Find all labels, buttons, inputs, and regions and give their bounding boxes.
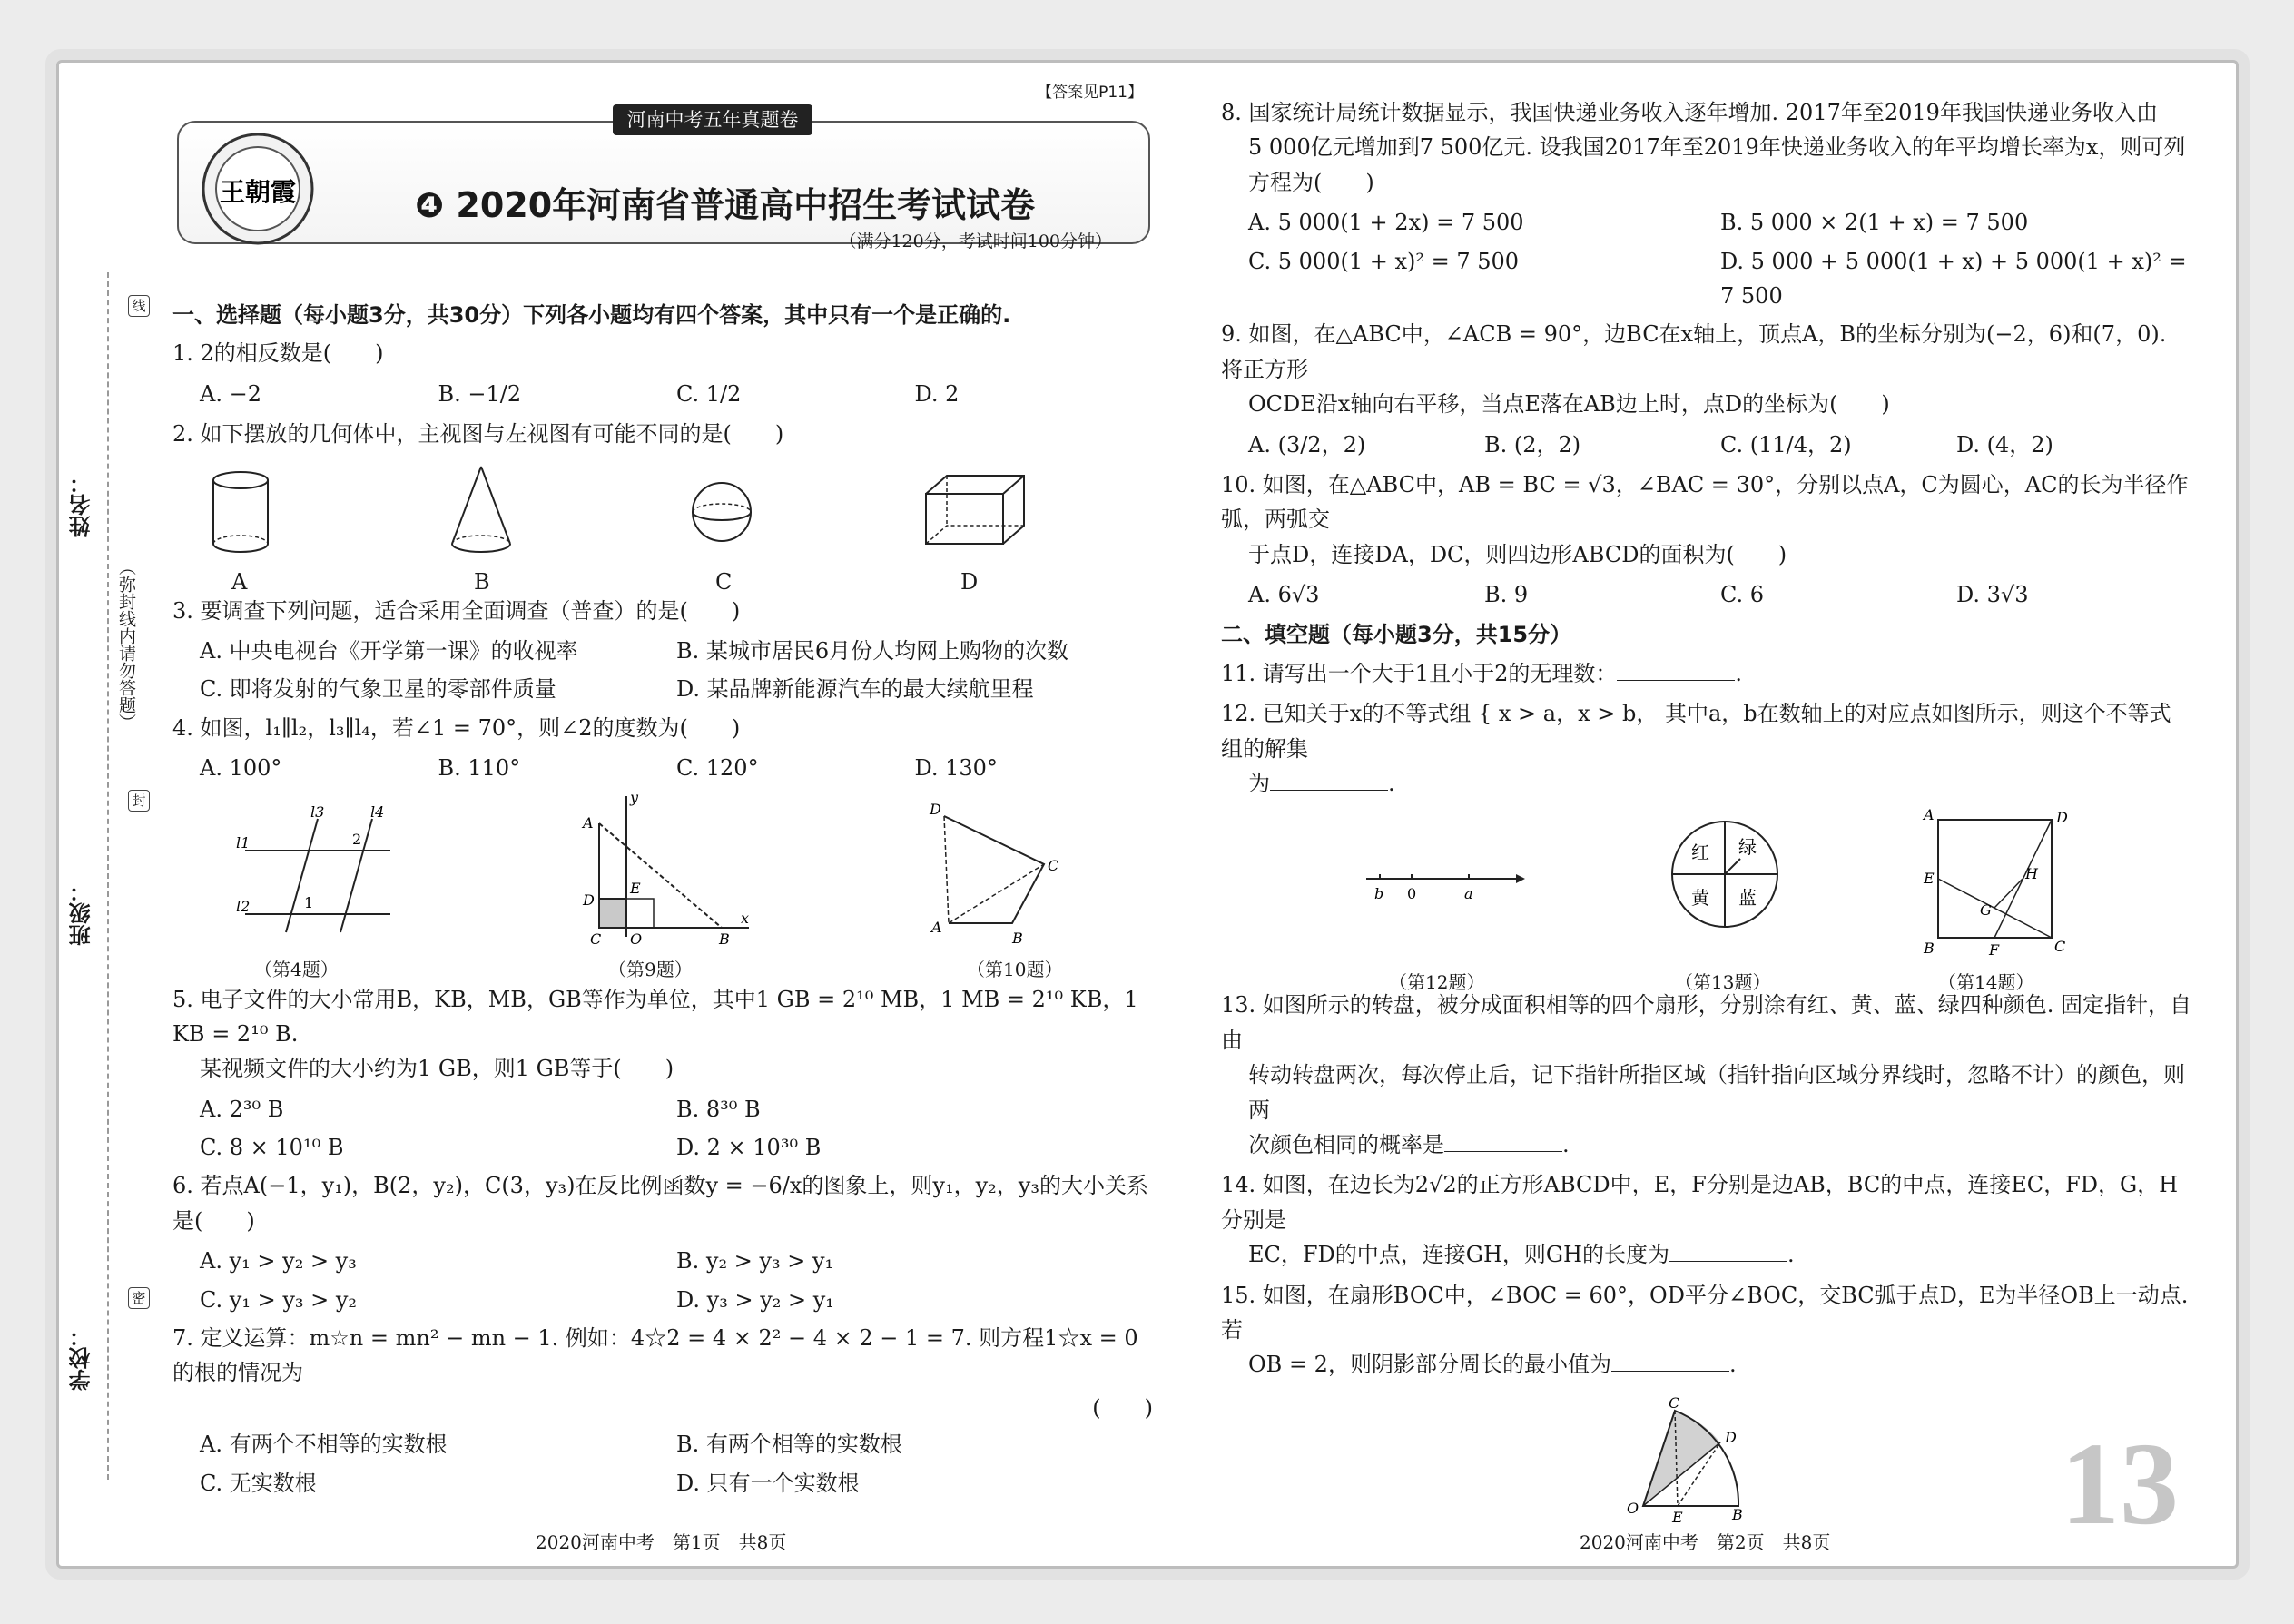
figures-row-right: [1221, 806, 2192, 994]
question-5-cont: 某视频文件的大小约为1 GB，则1 GB等于( ): [200, 1056, 674, 1082]
svg-text:x: x: [741, 909, 750, 927]
right-column: [1221, 95, 2192, 1534]
svg-text:l3: l3: [310, 802, 325, 821]
q5-option-d[interactable]: D. 2 × 10³⁰ B: [676, 1135, 822, 1161]
q9-option-d[interactable]: D. (4，2): [1956, 431, 2053, 458]
question-4-options: [200, 751, 1153, 785]
q15-answer-blank[interactable]: [1611, 1353, 1729, 1372]
question-1-options: [200, 377, 1153, 411]
figure-q10-arcs: [926, 796, 1080, 950]
spinner-green: 绿: [1738, 836, 1757, 859]
question-3: 3. 要调查下列问题，适合采用全面调查（普查）的是( ): [172, 597, 741, 624]
question-4: 4. 如图，l₁∥l₂，l₃∥l₄，若∠1 = 70°，则∠2的度数为( ): [172, 714, 741, 741]
question-15-cont: OB = 2，则阴影部分周长的最小值为 .: [1248, 1352, 1737, 1378]
svg-text:D: D: [2056, 809, 2068, 827]
q6-option-b[interactable]: B. y₂ > y₃ > y₁: [676, 1248, 834, 1275]
svg-text:l1: l1: [236, 833, 251, 851]
question-13-cont-text: 次颜色相同的概率是: [1248, 1131, 1444, 1157]
spinner-red: 红: [1691, 842, 1709, 864]
solid-label-b: B: [474, 568, 490, 595]
question-9-cont: OCDE沿x轴向右平移，当点E落在AB边上时，点D的坐标为( ): [1248, 391, 1890, 418]
caption-fig-9: （第9题）: [608, 958, 693, 980]
q8-option-a[interactable]: A. 5 000(1 + 2x) = 7 500: [1248, 210, 1524, 236]
section-1-heading: 一、选择题（每小题3分，共30分）下列各小题均有四个答案，其中只有一个是正确的.: [172, 302, 1011, 328]
header-box: [177, 121, 1150, 251]
book-page-number: 13: [2061, 1419, 2179, 1550]
question-8-cont-2: 方程为( ): [1248, 169, 1374, 195]
q9-option-c[interactable]: C. (11/4，2): [1720, 431, 1852, 458]
svg-text:C: C: [590, 930, 602, 948]
q3-option-a[interactable]: A. 中央电视台《开学第一课》的收视率: [200, 637, 578, 664]
q10-option-d[interactable]: D. 3√3: [1956, 582, 2029, 608]
svg-text:b: b: [1374, 885, 1384, 903]
cylinder-figure: [204, 467, 277, 557]
question-14: 14. 如图，在边长为2√2的正方形ABCD中，E，F分别是边AB，BC的中点，连接EC，FD，G，H分别是: [1221, 1172, 2179, 1233]
figure-q13-spinner: [1666, 815, 1784, 933]
figure-q12-number-line: [1362, 861, 1525, 906]
seal-tag-xian: 线: [128, 295, 150, 317]
exam-subtitle: （满分120分，考试时间100分钟）: [839, 231, 1112, 251]
q1-option-a[interactable]: A. −2: [200, 380, 261, 407]
q3-option-b[interactable]: B. 某城市居民6月份人均网上购物的次数: [676, 637, 1069, 664]
svg-text:A: A: [1924, 806, 1935, 824]
q5-option-b[interactable]: B. 8³⁰ B: [676, 1096, 761, 1122]
question-13-cont-2: 次颜色相同的概率是 .: [1248, 1131, 1570, 1157]
question-13-cont-1: 转动转盘两次，每次停止后，记下指针所指区域（指针指向区域分界线时，忽略不计）的颜色，则两: [1248, 1062, 2185, 1123]
question-14-cont: EC，FD的中点，连接GH，则GH的长度为 .: [1248, 1242, 1795, 1268]
question-6-options: [200, 1244, 1153, 1317]
svg-text:G: G: [1980, 901, 1992, 920]
svg-text:O: O: [630, 930, 643, 948]
q7-option-b[interactable]: B. 有两个相等的实数根: [676, 1432, 902, 1458]
question-8: 8. 国家统计局统计数据显示，我国快递业务收入逐年增加. 2017年至2019年我国快递业务收入由: [1221, 100, 2158, 125]
seal-line: [107, 272, 109, 1480]
seal-tag-feng: 封: [128, 790, 150, 812]
svg-text:B: B: [1924, 940, 1935, 958]
publisher-logo: [199, 130, 317, 248]
svg-text:E: E: [1672, 1508, 1683, 1526]
question-10: 10. 如图，在△ABC中，AB = BC = √3，∠BAC = 30°，分别以点A，C为圆心，AC的长为半径作弧，两弧交: [1221, 471, 2189, 533]
question-7-answer-paren: ( ): [1092, 1394, 1153, 1421]
q10-option-c[interactable]: C. 6: [1720, 582, 1765, 608]
class-label: 班级：: [69, 881, 94, 946]
q6-option-a[interactable]: A. y₁ > y₂ > y₃: [200, 1248, 357, 1275]
question-13: 13. 如图所示的转盘，被分成面积相等的四个扇形，分别涂有红、黄、蓝、绿四种颜色. 固定指针，自由: [1221, 992, 2192, 1053]
q10-option-b[interactable]: B. 9: [1484, 582, 1529, 608]
svg-text:C: C: [2054, 938, 2066, 956]
exam-title: ❹ 2020年河南省普通高中招生考试试卷: [415, 185, 1036, 225]
svg-text:A: A: [931, 918, 942, 936]
svg-text:2: 2: [352, 830, 362, 848]
q3-option-c[interactable]: C. 即将发射的气象卫星的零部件质量: [200, 676, 556, 703]
figures-row-left: [172, 788, 1153, 982]
figure-q14-square: [1920, 806, 2068, 960]
question-7-options: [200, 1427, 1153, 1501]
question-14-cont-text: EC，FD的中点，连接GH，则GH的长度为: [1248, 1242, 1669, 1268]
q1-option-d[interactable]: D. 2: [914, 380, 960, 407]
section-2-heading: 二、填空题（每小题3分，共15分）: [1221, 622, 1572, 648]
q5-option-a[interactable]: A. 2³⁰ B: [200, 1096, 284, 1122]
left-column: [172, 292, 1153, 1504]
seal-notice: （弥封线内请勿答题）: [116, 558, 136, 731]
question-7: 7. 定义运算：m☆n = mn² − mn − 1. 例如：4☆2 = 4 × 2² − 4 × 2 − 1 = 7. 则方程1☆x = 0的根的情况为: [172, 1325, 1138, 1386]
logo-text: 王朝霞: [219, 177, 297, 207]
footer-page-1: 2020河南中考 第1页 共8页: [536, 1531, 787, 1553]
svg-text:E: E: [630, 879, 641, 897]
seal-tag-mi: 密: [128, 1287, 150, 1309]
question-6: 6. 若点A(−1，y₁)，B(2，y₂)，C(3，y₃)在反比例函数y = −6/x的图象上，则y₁，y₂，y₃的大小关系是( ): [172, 1173, 1148, 1234]
question-2: 2. 如下摆放的几何体中，主视图与左视图有可能不同的是( ): [172, 421, 784, 448]
svg-text:D: D: [930, 800, 941, 818]
question-12-cont-text: 为: [1248, 771, 1270, 797]
q7-option-c[interactable]: C. 无实数根: [200, 1470, 317, 1496]
svg-text:C: C: [1669, 1393, 1680, 1412]
figure-q4-parallel-lines: [236, 801, 399, 937]
caption-fig-10: （第10题）: [967, 958, 1063, 980]
q13-answer-blank[interactable]: [1444, 1133, 1562, 1152]
question-11: 11. 请写出一个大于1且小于2的无理数： .: [1221, 660, 1742, 686]
spinner-blue: 蓝: [1738, 887, 1757, 910]
svg-text:O: O: [1627, 1499, 1639, 1517]
q8-option-d[interactable]: D. 5 000 + 5 000(1 + x) + 5 000(1 + x)² = 7 500: [1720, 248, 2187, 309]
answer-reference: 【答案见P11】: [1037, 84, 1143, 102]
q9-option-a[interactable]: A. (3/2，2): [1248, 431, 1366, 458]
question-9-options: [1248, 428, 2192, 462]
question-8-options: [1248, 205, 2192, 313]
svg-text:D: D: [1725, 1428, 1737, 1446]
svg-text:B: B: [1012, 929, 1023, 947]
q7-option-d[interactable]: D. 只有一个实数根: [676, 1470, 860, 1496]
school-field[interactable]: [65, 1325, 120, 1391]
q6-option-d[interactable]: D. y₃ > y₂ > y₁: [676, 1286, 834, 1313]
school-label: 学校：: [69, 1325, 94, 1391]
q1-option-c[interactable]: C. 1/2: [676, 380, 742, 407]
question-15: 15. 如图，在扇形BOC中，∠BOC = 60°，OD平分∠BOC，交BC弧于点D，E为半径OB上一动点. 若: [1221, 1282, 2189, 1343]
q14-answer-blank[interactable]: [1669, 1243, 1787, 1262]
q10-option-a[interactable]: A. 6√3: [1248, 582, 1320, 608]
cone-figure: [445, 462, 517, 557]
figure-q15-sector: [1625, 1393, 1743, 1526]
q7-option-a[interactable]: A. 有两个不相等的实数根: [200, 1432, 448, 1458]
svg-text:C: C: [1048, 856, 1059, 874]
q3-option-d[interactable]: D. 某品牌新能源汽车的最大续航里程: [676, 676, 1034, 703]
q4-option-d[interactable]: D. 130°: [914, 755, 998, 782]
q5-option-c[interactable]: C. 8 × 10¹⁰ B: [200, 1135, 344, 1161]
q1-option-b[interactable]: B. −1/2: [438, 380, 522, 407]
question-1: 1. 2的相反数是( ): [172, 340, 384, 367]
svg-text:0: 0: [1407, 885, 1417, 903]
caption-fig-12: （第12题）: [1389, 971, 1485, 994]
cuboid-figure: [921, 471, 1030, 553]
name-field[interactable]: [65, 472, 120, 537]
question-3-options: [200, 634, 1153, 707]
exam-header: [177, 84, 1148, 251]
svg-text:l2: l2: [236, 897, 251, 915]
q6-option-c[interactable]: C. y₁ > y₃ > y₂: [200, 1286, 358, 1313]
svg-text:B: B: [719, 930, 730, 948]
q4-option-c[interactable]: C. 120°: [676, 755, 759, 782]
svg-text:B: B: [1732, 1505, 1743, 1523]
question-15-cont-text: OB = 2，则阴影部分周长的最小值为: [1248, 1352, 1611, 1378]
q8-option-b[interactable]: B. 5 000 × 2(1 + x) = 7 500: [1720, 210, 2029, 236]
svg-text:1: 1: [304, 893, 314, 911]
caption-fig-4: （第4题）: [254, 958, 339, 980]
question-10-cont: 于点D，连接DA，DC，则四边形ABCD的面积为( ): [1248, 541, 1787, 567]
footer-page-2: 2020河南中考 第2页 共8页: [1580, 1531, 1831, 1553]
question-9: 9. 如图，在△ABC中，∠ACB = 90°，边BC在x轴上，顶点A，B的坐标分别为(−2，6)和(7，0). 将正方形: [1221, 321, 2167, 382]
svg-text:H: H: [2025, 865, 2038, 883]
caption-fig-14: （第14题）: [1938, 971, 2034, 994]
svg-text:F: F: [1989, 941, 2000, 960]
name-label: 姓名：: [69, 472, 94, 537]
spinner-yellow: 黄: [1691, 887, 1709, 910]
q4-option-a[interactable]: A. 100°: [200, 755, 282, 782]
question-5-options: [200, 1092, 1153, 1166]
q9-option-b[interactable]: B. (2，2): [1484, 431, 1581, 458]
caption-fig-13: （第13题）: [1675, 971, 1771, 994]
solid-label-a: A: [231, 568, 248, 595]
solid-label-d: D: [960, 568, 979, 595]
question-12-cont: 为 .: [1248, 771, 1395, 797]
sphere-figure: [685, 471, 758, 553]
q4-option-b[interactable]: B. 110°: [438, 755, 521, 782]
figure-q9-coordinate: [572, 788, 753, 948]
question-5: 5. 电子文件的大小常用B，KB，MB，GB等作为单位，其中1 GB = 2¹⁰ MB，1 MB = 2¹⁰ KB，1 KB = 2¹⁰ B.: [172, 986, 1138, 1047]
question-11-text: 11. 请写出一个大于1且小于2的无理数：: [1221, 660, 1618, 686]
question-10-options: [1248, 577, 2192, 612]
q11-answer-blank[interactable]: [1617, 662, 1735, 681]
svg-text:a: a: [1464, 885, 1473, 903]
svg-text:A: A: [583, 813, 594, 832]
series-banner: 河南中考五年真题卷: [613, 104, 812, 135]
class-field[interactable]: [65, 881, 120, 946]
question-2-solids: [191, 458, 1153, 594]
question-12: 12. 已知关于x的不等式组 { x > a，x > b， 其中a，b在数轴上的对应点如图所示，则这个不等式组的解集: [1221, 701, 2171, 762]
svg-text:l4: l4: [370, 802, 385, 821]
q12-answer-blank[interactable]: [1270, 772, 1388, 791]
solid-label-c: C: [715, 568, 733, 595]
question-8-cont-1: 5 000亿元增加到7 500亿元. 设我国2017年至2019年快递业务收入的年平均增长率为x，则可列: [1248, 134, 2186, 161]
svg-text:y: y: [630, 788, 639, 806]
svg-text:E: E: [1924, 870, 1935, 888]
svg-text:D: D: [583, 891, 595, 909]
q8-option-c[interactable]: C. 5 000(1 + x)² = 7 500: [1248, 248, 1520, 274]
